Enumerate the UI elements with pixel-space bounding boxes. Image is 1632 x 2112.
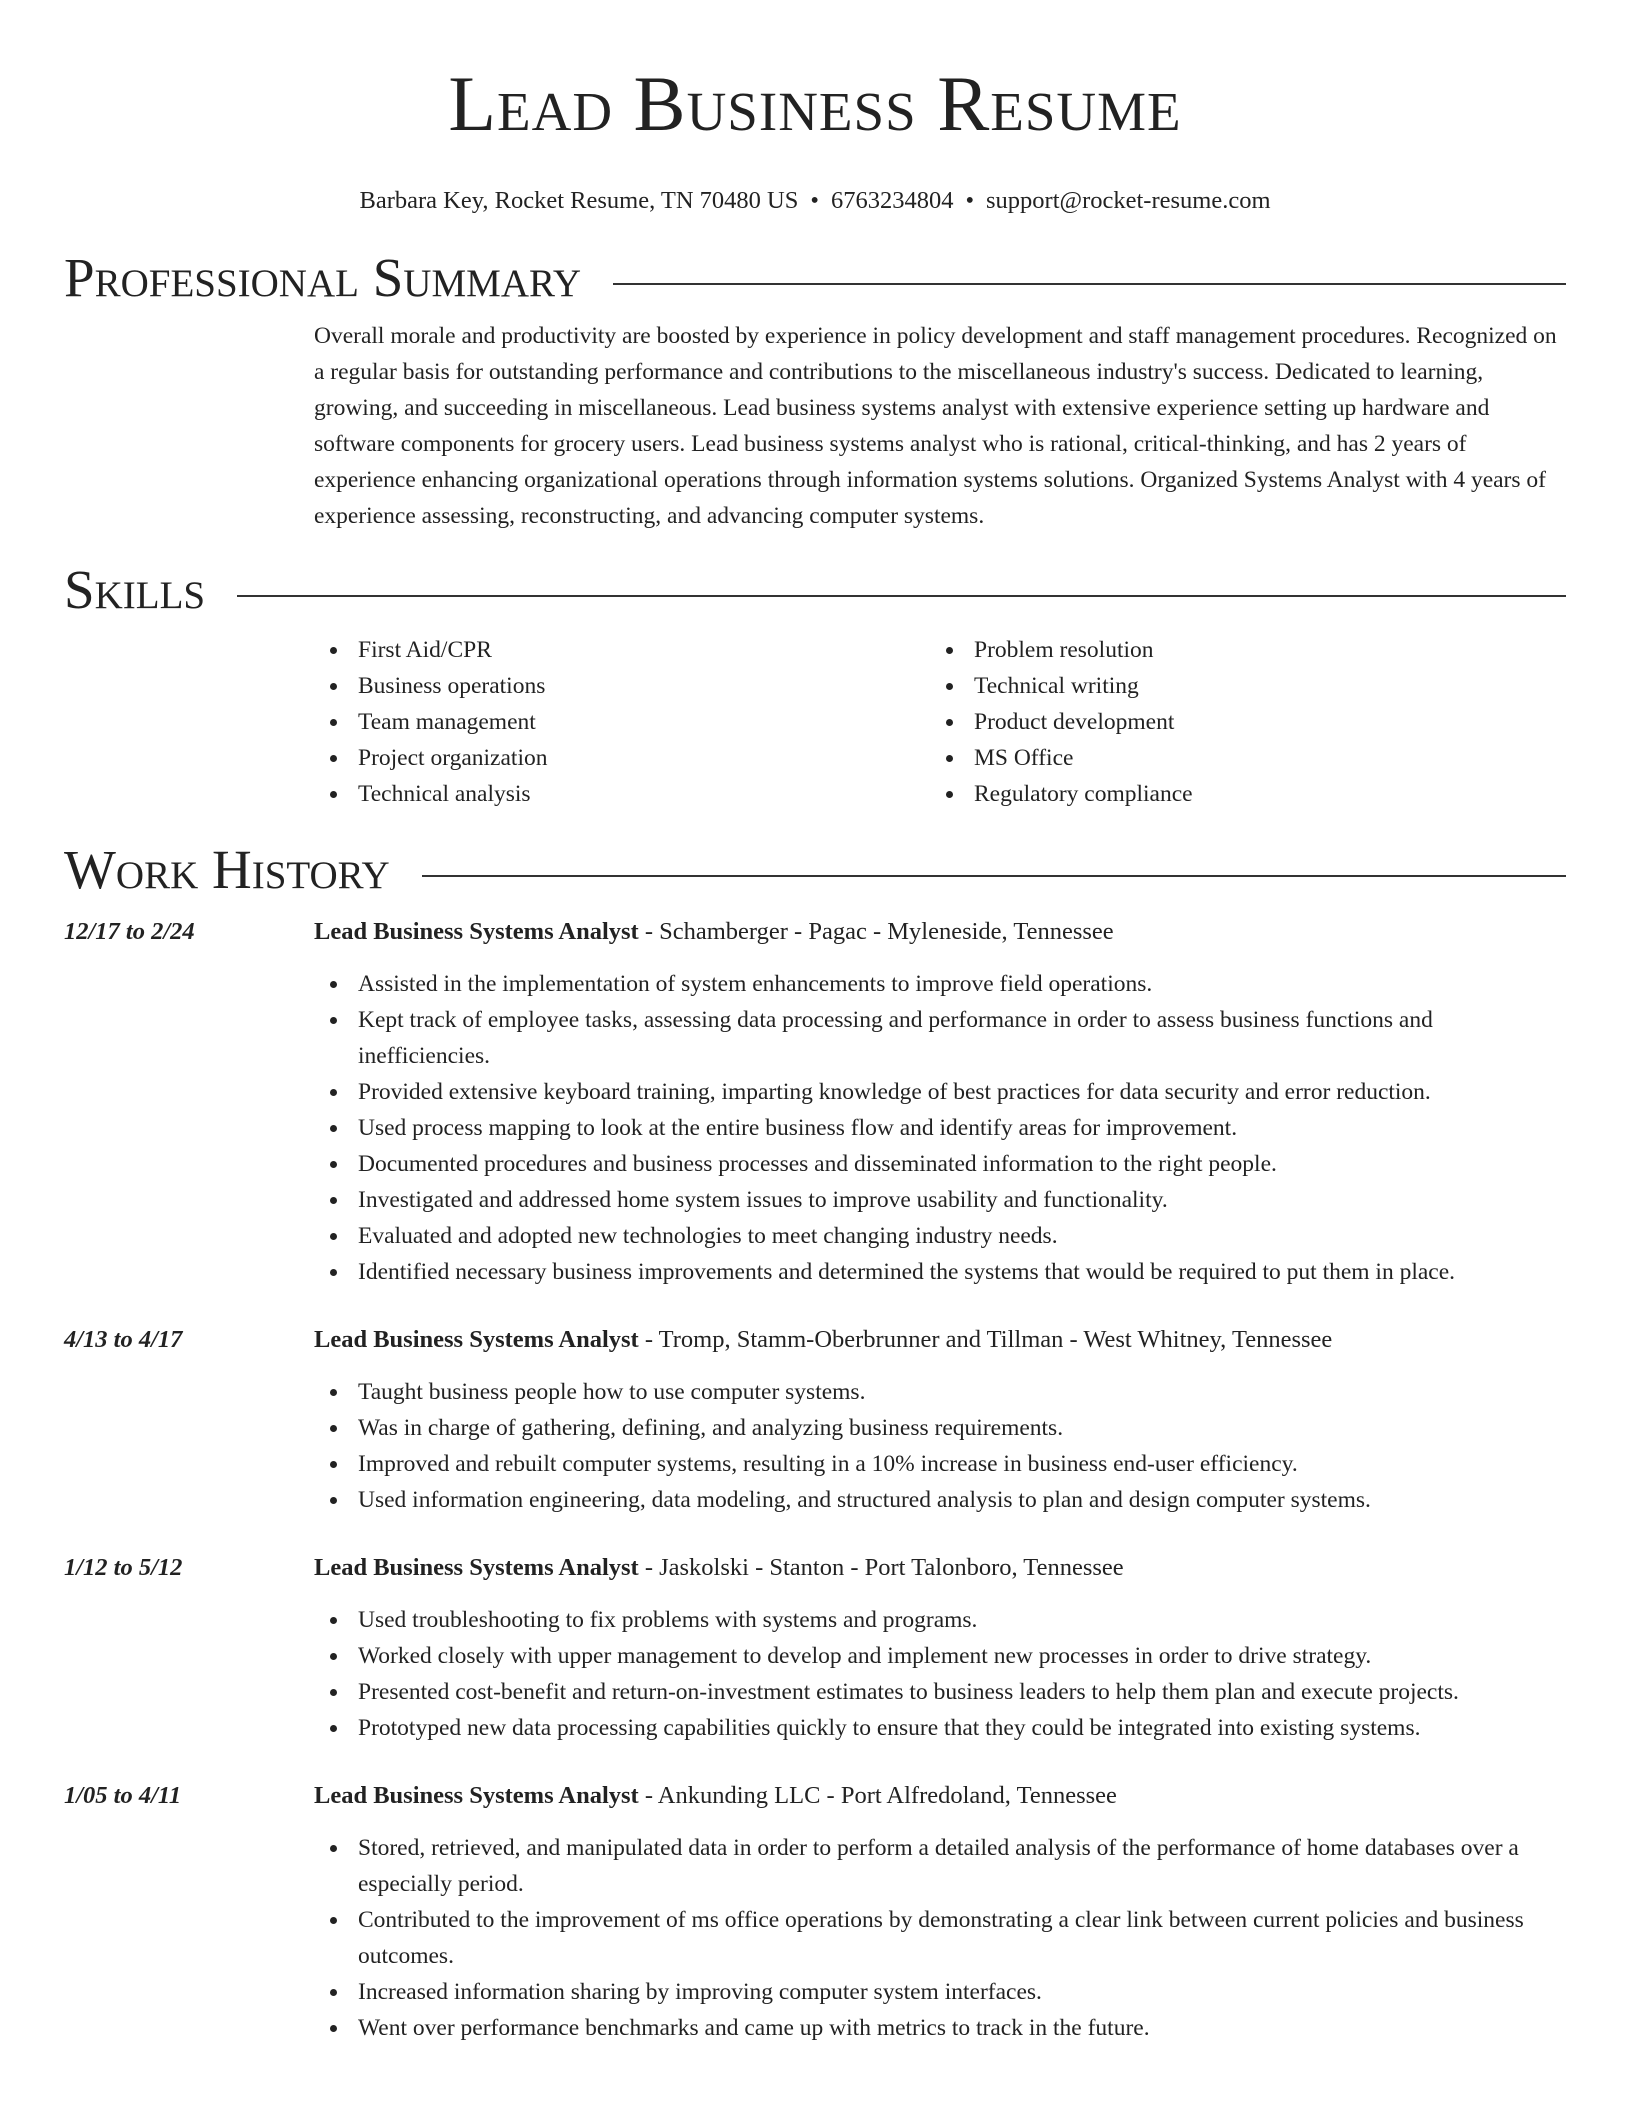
- skills-column-right: [930, 632, 1546, 812]
- duty-item: Taught business people how to use computer systems.: [314, 1374, 1566, 1410]
- job-heading: [314, 1550, 1566, 1586]
- job-details: - Ankunding LLC - Port Alfredoland, Tennessee: [638, 1782, 1117, 1809]
- skill-item: Business operations: [314, 668, 930, 704]
- skill-item: Team management: [314, 704, 930, 740]
- contact-separator: •: [810, 187, 819, 214]
- job-dates: 12/17 to 2/24: [64, 918, 195, 945]
- section-divider: [422, 875, 1566, 877]
- skills-grid: [314, 632, 1566, 812]
- job-role: Lead Business Systems Analyst: [314, 1326, 639, 1353]
- job-entry: [64, 1778, 1566, 2046]
- job-body: [314, 1550, 1566, 1746]
- duty-item: Contributed to the improvement of ms office operations by demonstrating a clear link between current policies and business outcomes.: [314, 1902, 1566, 1974]
- duty-item: Worked closely with upper management to develop and implement new processes in order to drive strategy.: [314, 1638, 1566, 1674]
- resume-title: Lead Business Resume: [448, 60, 1182, 147]
- duty-item: Presented cost-benefit and return-on-investment estimates to business leaders to help them plan and execute projects.: [314, 1674, 1566, 1710]
- professional-summary-section: [64, 246, 1566, 534]
- summary-text: Overall morale and productivity are boosted by experience in policy development and staff management procedures. Recognized on a regular basis for outstanding performance and contributions to the miscellaneous industry's success. Dedicated to learning, growing, and succeeding in miscellaneous. Lead business systems analyst with extensive experience setting up hardware and software components for grocery users. Lead business systems analyst who is rational, critical-thinking, and has 2 years of experience enhancing organizational operations through information systems solutions. Organized Systems Analyst with 4 years of experience assessing, reconstructing, and advancing computer systems.: [314, 323, 1557, 529]
- job-role: Lead Business Systems Analyst: [314, 1554, 639, 1581]
- job-body: [314, 1778, 1566, 2046]
- job-entry: [64, 1322, 1566, 1518]
- skill-item: Regulatory compliance: [930, 776, 1546, 812]
- duty-item: Investigated and addressed home system issues to improve usability and functionality.: [314, 1182, 1566, 1218]
- job-dates: 1/05 to 4/11: [64, 1782, 182, 1809]
- work-heading: Work History: [64, 839, 390, 900]
- duty-item: Assisted in the implementation of system enhancements to improve field operations.: [314, 966, 1566, 1002]
- contact-phone: 6763234804: [830, 187, 954, 214]
- section-heading: [64, 246, 1566, 310]
- job-body: [314, 1322, 1566, 1518]
- duty-item: Provided extensive keyboard training, imparting knowledge of best practices for data security and error reduction.: [314, 1074, 1566, 1110]
- section-divider: [237, 595, 1566, 597]
- duty-item: Improved and rebuilt computer systems, resulting in a 10% increase in business end-user efficiency.: [314, 1446, 1566, 1482]
- section-heading: [64, 558, 1566, 622]
- skills-column-left: [314, 632, 930, 812]
- duty-item: Used troubleshooting to fix problems with systems and programs.: [314, 1602, 1566, 1638]
- skill-item: MS Office: [930, 740, 1546, 776]
- section-heading: [64, 838, 1566, 902]
- duty-item: Evaluated and adopted new technologies to meet changing industry needs.: [314, 1218, 1566, 1254]
- skill-item: Project organization: [314, 740, 930, 776]
- duty-item: Kept track of employee tasks, assessing data processing and performance in order to assess business functions and inefficiencies.: [314, 1002, 1566, 1074]
- job-role: Lead Business Systems Analyst: [314, 1782, 639, 1809]
- job-heading: [314, 1778, 1566, 1814]
- job-dates: 1/12 to 5/12: [64, 1554, 183, 1581]
- skill-item: Problem resolution: [930, 632, 1546, 668]
- job-heading: [314, 914, 1566, 950]
- duty-item: Went over performance benchmarks and came up with metrics to track in the future.: [314, 2010, 1566, 2046]
- contact-address: Barbara Key, Rocket Resume, TN 70480 US: [359, 187, 799, 214]
- duty-item: Used information engineering, data modeling, and structured analysis to plan and design computer systems.: [314, 1482, 1566, 1518]
- job-duties: [314, 1602, 1566, 1746]
- job-dates: 4/13 to 4/17: [64, 1326, 183, 1353]
- duty-item: Identified necessary business improvements and determined the systems that would be required to put them in place.: [314, 1254, 1566, 1290]
- job-entry: [64, 1550, 1566, 1746]
- summary-heading: Professional Summary: [64, 247, 582, 308]
- skill-item: Technical writing: [930, 668, 1546, 704]
- job-details: - Tromp, Stamm-Oberbrunner and Tillman - West Whitney, Tennessee: [638, 1326, 1333, 1353]
- skills-section: [64, 558, 1566, 812]
- duty-item: Stored, retrieved, and manipulated data in order to perform a detailed analysis of the performance of home databases over a especially period.: [314, 1830, 1566, 1902]
- job-duties: [314, 1374, 1566, 1518]
- duty-item: Prototyped new data processing capabilities quickly to ensure that they could be integrated into existing systems.: [314, 1710, 1566, 1746]
- job-entry: [64, 914, 1566, 1290]
- job-details: - Jaskolski - Stanton - Port Talonboro, Tennessee: [638, 1554, 1124, 1581]
- duty-item: Was in charge of gathering, defining, and analyzing business requirements.: [314, 1410, 1566, 1446]
- contact-separator: •: [965, 187, 975, 214]
- duty-item: Increased information sharing by improving computer system interfaces.: [314, 1974, 1566, 2010]
- contact-email: support@rocket-resume.com: [986, 187, 1271, 214]
- duty-item: Documented procedures and business processes and disseminated information to the right people.: [314, 1146, 1566, 1182]
- section-divider: [613, 283, 1566, 285]
- job-duties: [314, 1830, 1566, 2046]
- contact-line: [64, 186, 1566, 216]
- job-duties: [314, 966, 1566, 1290]
- work-history-section: [64, 838, 1566, 2046]
- skills-heading: Skills: [64, 559, 206, 620]
- job-heading: [314, 1322, 1566, 1358]
- job-details: - Schamberger - Pagac - Myleneside, Tennessee: [638, 918, 1114, 945]
- skill-item: Product development: [930, 704, 1546, 740]
- skill-item: Technical analysis: [314, 776, 930, 812]
- job-body: [314, 914, 1566, 1290]
- job-role: Lead Business Systems Analyst: [314, 918, 639, 945]
- duty-item: Used process mapping to look at the entire business flow and identify areas for improvement.: [314, 1110, 1566, 1146]
- skill-item: First Aid/CPR: [314, 632, 930, 668]
